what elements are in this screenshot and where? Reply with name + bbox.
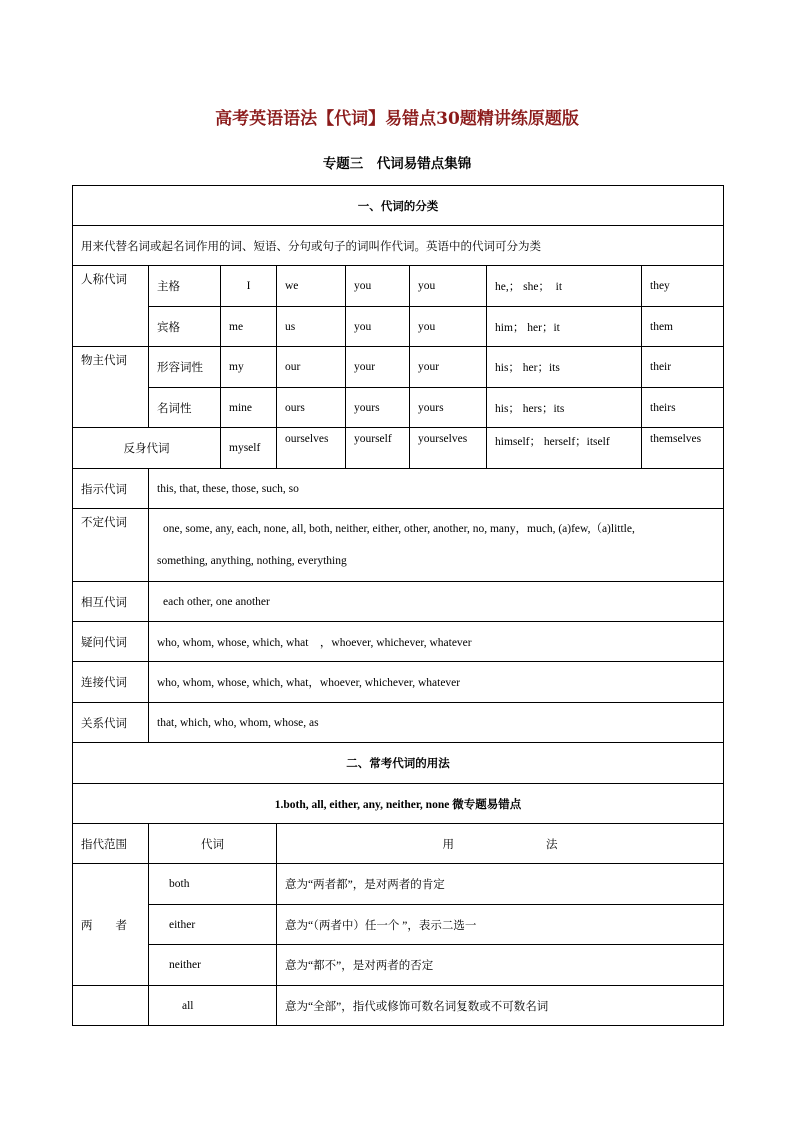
scope-header: 指代范围 <box>73 824 149 864</box>
document-title: 高考英语语法【代词】易错点30题精讲练原题版 <box>215 109 579 129</box>
table-cell: his； hers；its <box>487 388 642 428</box>
two-items-label: 两 者 <box>73 864 149 986</box>
pronoun-table <box>72 185 724 1026</box>
reflexive-pronoun-label: 反身代词 <box>73 428 221 469</box>
table-cell: them <box>642 307 724 347</box>
table-cell: ours <box>277 388 346 428</box>
subject-case-label: 主格 <box>149 266 221 307</box>
table-cell: yourself <box>346 428 410 469</box>
table-cell: your <box>410 347 487 388</box>
table-cell: ourselves <box>277 428 346 469</box>
table-cell: they <box>642 266 724 307</box>
table-cell: our <box>277 347 346 388</box>
table-cell: you <box>410 266 487 307</box>
reciprocal-pronoun-label: 相互代词 <box>73 582 149 622</box>
document-subtitle: 专题三 代词易错点集锦 <box>322 156 472 172</box>
section2-heading: 二、常考代词的用法 <box>73 743 724 784</box>
empty-scope-cell <box>73 986 149 1026</box>
section1-intro: 用来代替名词或起名词作用的词、短语、分句或句子的词叫作代词。英语中的代词可分为类 <box>73 226 724 266</box>
conjunctive-pronoun-label: 连接代词 <box>73 662 149 703</box>
usage-meaning: 意为“全部”，指代或修饰可数名词复数或不可数名词 <box>277 986 724 1026</box>
usage-header: 用 法 <box>277 824 724 864</box>
interrogative-pronoun-list: who, whom, whose, which, what ，whoever, whichever, whatever <box>149 622 724 662</box>
table-cell: I <box>221 266 277 307</box>
table-cell: myself <box>221 428 277 469</box>
table-cell: theirs <box>642 388 724 428</box>
interrogative-pronoun-label: 疑问代词 <box>73 622 149 662</box>
adjective-form-label: 形容词性 <box>149 347 221 388</box>
possessive-pronoun-label: 物主代词 <box>73 347 149 428</box>
table-cell: you <box>346 266 410 307</box>
indefinite-pronoun-line-2: something, anything, nothing, everything <box>157 555 347 567</box>
object-case-label: 宾格 <box>149 307 221 347</box>
table-cell: themselves <box>642 428 724 469</box>
table-cell: you <box>410 307 487 347</box>
table-cell: his； her；its <box>487 347 642 388</box>
usage-pronoun: either <box>149 905 277 945</box>
table-cell: he,； she； it <box>487 266 642 307</box>
usage-meaning: 意为“（两者中）任一个 ”，表示二选一 <box>277 905 724 945</box>
personal-pronoun-label: 人称代词 <box>73 266 149 347</box>
conjunctive-pronoun-list: who, whom, whose, which, what，whoever, whichever, whatever <box>149 662 724 703</box>
noun-form-label: 名词性 <box>149 388 221 428</box>
relative-pronoun-list: that, which, who, whom, whose, as <box>149 703 724 743</box>
usage-pronoun: all <box>149 986 277 1026</box>
demonstrative-pronoun-list: this, that, these, those, such, so <box>149 469 724 509</box>
table-cell: yours <box>346 388 410 428</box>
indefinite-pronoun-label: 不定代词 <box>73 509 149 582</box>
usage-meaning: 意为“都不”，是对两者的否定 <box>277 945 724 986</box>
table-cell: yours <box>410 388 487 428</box>
section1-heading: 一、代词的分类 <box>73 186 724 226</box>
indefinite-pronoun-line-1: one, some, any, each, none, all, both, neither, either, other, another, no, many，much, (a)few,（a)little, <box>163 523 635 535</box>
table-cell: himself； herself；itself <box>487 428 642 469</box>
relative-pronoun-label: 关系代词 <box>73 703 149 743</box>
usage-pronoun: both <box>149 864 277 905</box>
table-cell: we <box>277 266 346 307</box>
table-cell: me <box>221 307 277 347</box>
table-cell: you <box>346 307 410 347</box>
table-cell: us <box>277 307 346 347</box>
usage-meaning: 意为“两者都”，是对两者的肯定 <box>277 864 724 905</box>
demonstrative-pronoun-label: 指示代词 <box>73 469 149 509</box>
indefinite-pronoun-list <box>149 509 724 582</box>
table-cell: yourselves <box>410 428 487 469</box>
usage-pronoun: neither <box>149 945 277 986</box>
table-cell: mine <box>221 388 277 428</box>
table-cell: your <box>346 347 410 388</box>
pronoun-header: 代词 <box>149 824 277 864</box>
table-cell: my <box>221 347 277 388</box>
table-cell: their <box>642 347 724 388</box>
reciprocal-pronoun-list: each other, one another <box>149 582 724 622</box>
table-cell: him； her；it <box>487 307 642 347</box>
section2-subheading: 1.both, all, either, any, neither, none 微专题易错点 <box>73 784 724 824</box>
